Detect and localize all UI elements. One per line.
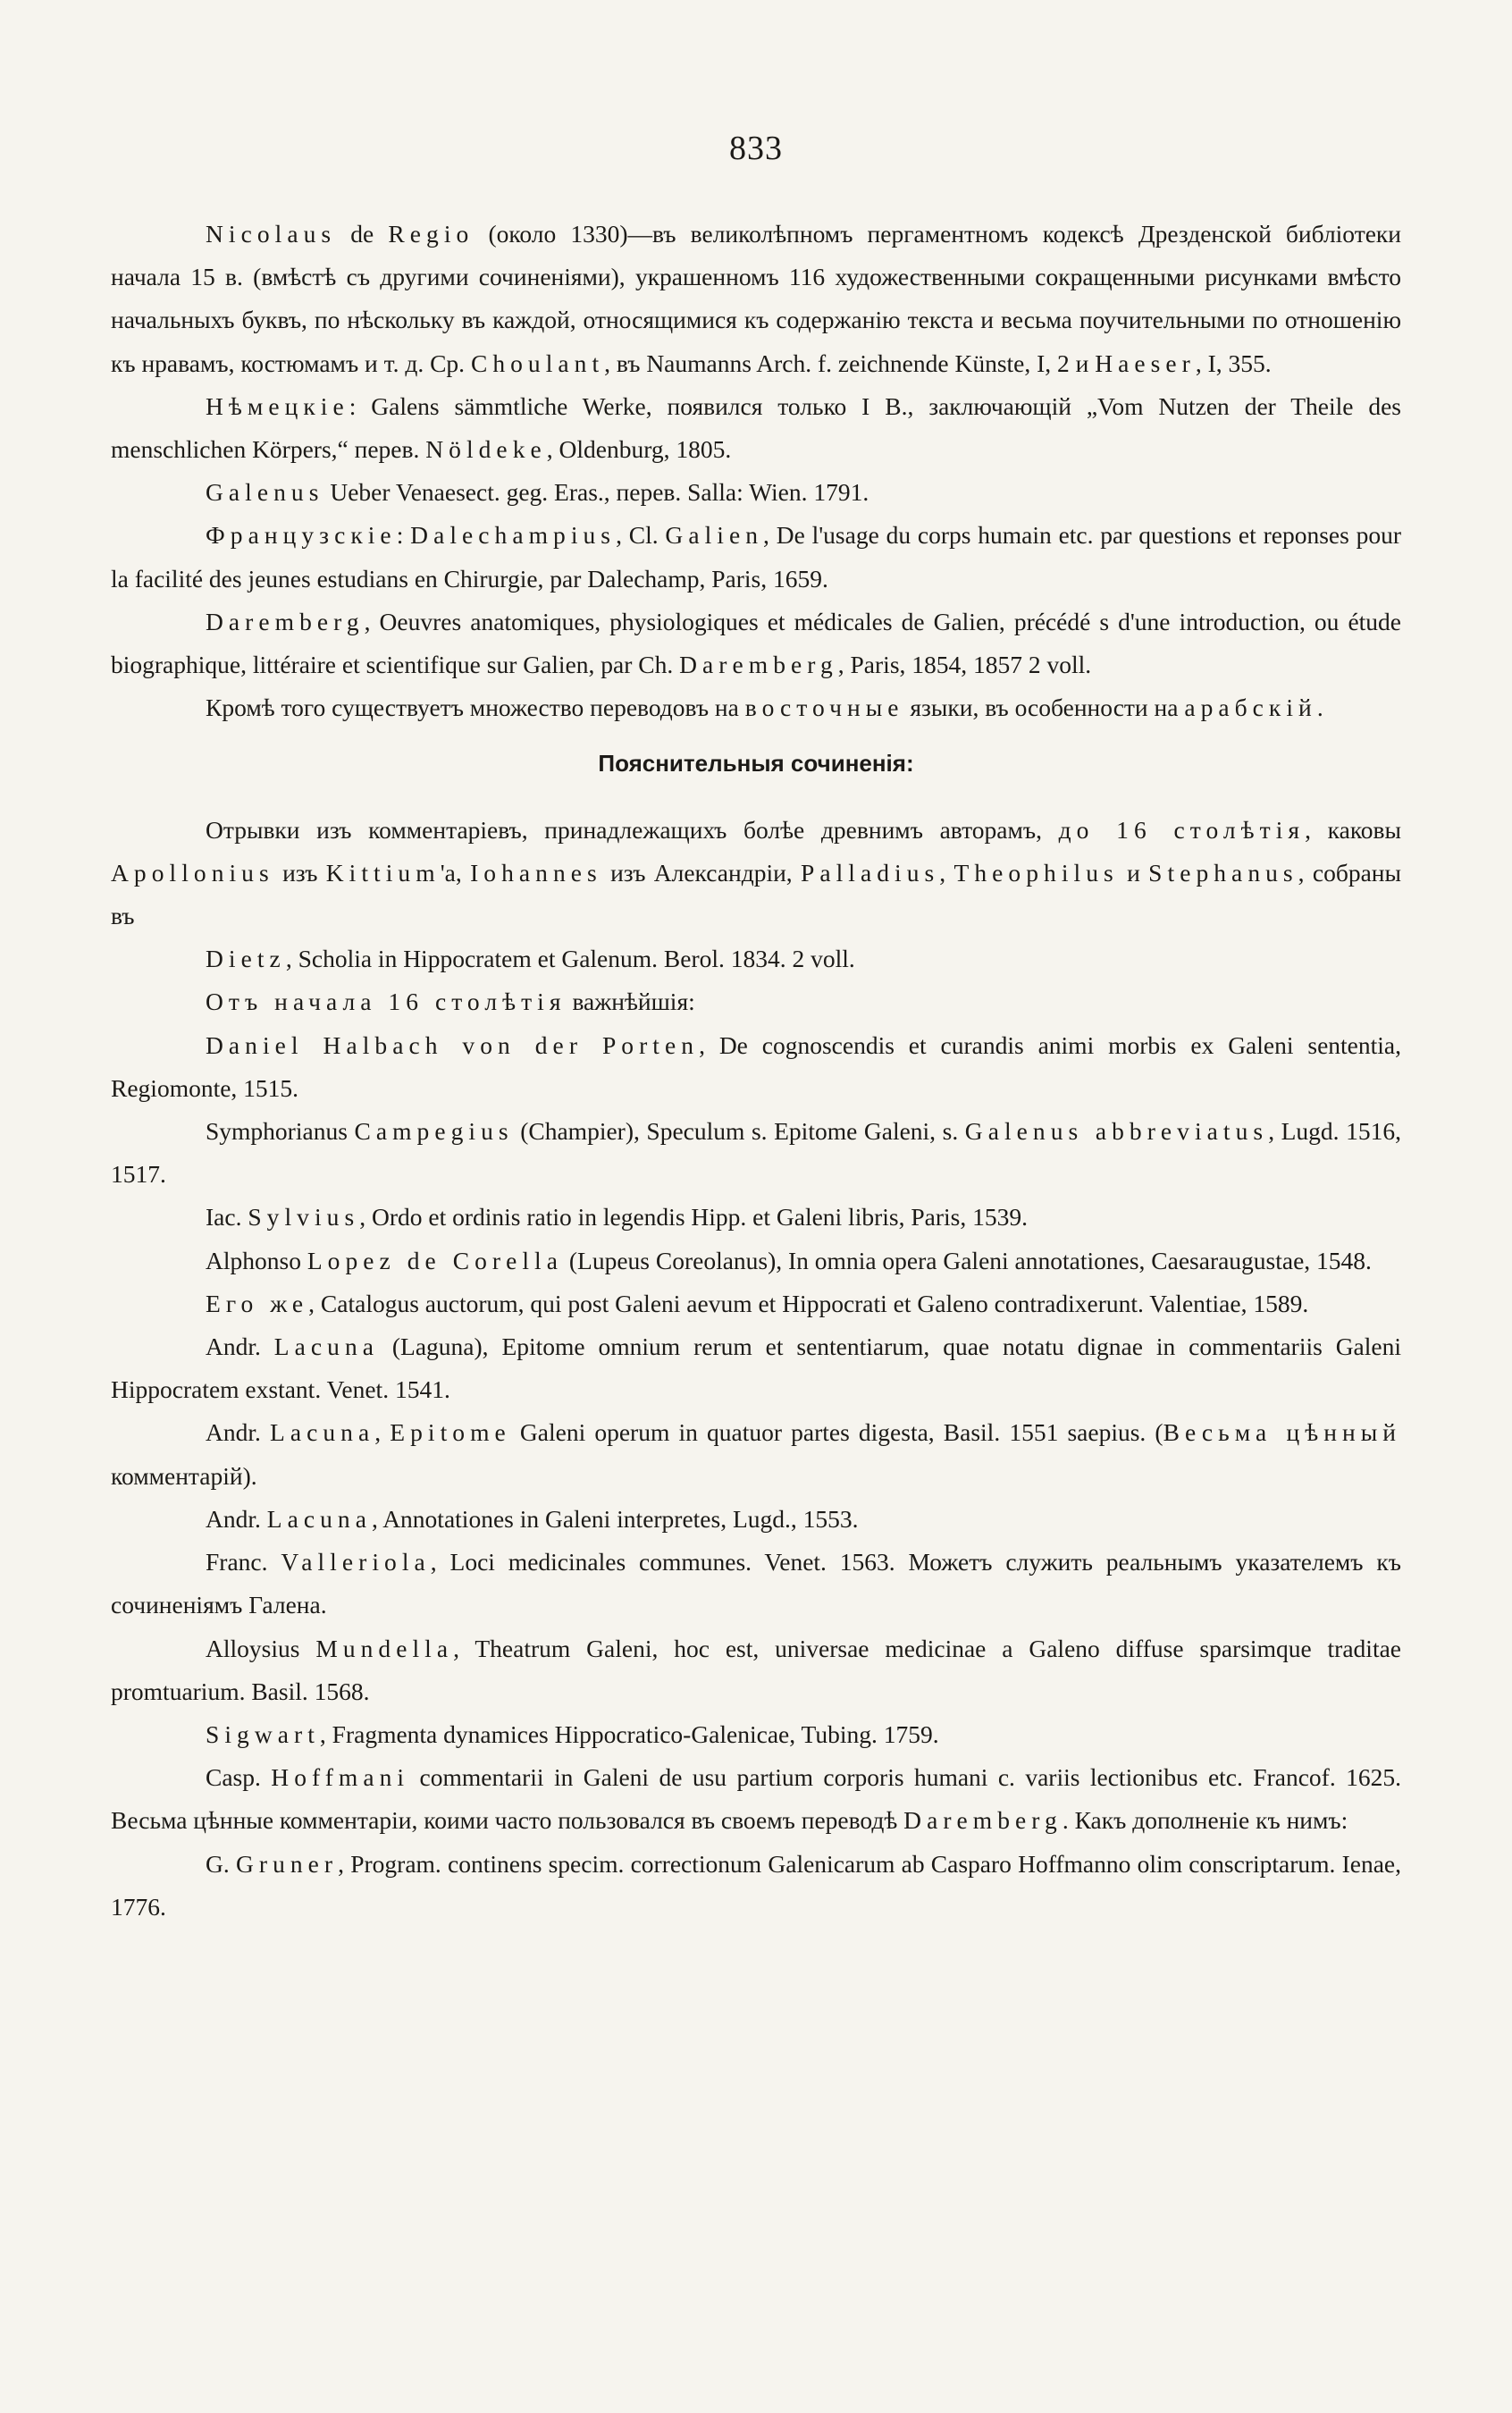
author-name: Campegius bbox=[354, 1117, 514, 1146]
page-text bbox=[111, 213, 1401, 1929]
section-heading: Пояснительныя сочиненія: bbox=[598, 750, 914, 778]
author-name: Dietz bbox=[206, 945, 286, 973]
paragraph: Casp. Hoffmani commentarii in Galeni de usu partium corporis humani c. variis lectionibus etc. Francof. 1625. Весьма цѣнные комментаріи, коими часто пользовался въ своемъ переводѣ Daremberg. Какъ дополненіе къ нимъ: bbox=[111, 1763, 1401, 1835]
section-label: Французскіе bbox=[206, 521, 397, 550]
author-name: Lopez de Corella bbox=[307, 1246, 563, 1274]
author-name: Regio bbox=[388, 220, 475, 248]
author-name: Haeser bbox=[1095, 349, 1196, 377]
emphasis: Отъ начала 16 столѣтія bbox=[206, 988, 567, 1016]
author-name: Lacuna bbox=[270, 1418, 375, 1447]
paragraph: Его же, Catalogus auctorum, qui post Galeni aevum et Hippocrati et Galeno contradixerunt. Valentiae, 1589. bbox=[206, 1289, 1309, 1317]
author-name: Galien bbox=[665, 521, 764, 550]
emphasis: Его же bbox=[206, 1289, 309, 1317]
author-name: Daremberg bbox=[679, 651, 838, 679]
place-name: Kittium bbox=[325, 858, 441, 887]
author-name: Daremberg bbox=[206, 607, 365, 635]
author-name: Gruner bbox=[235, 1849, 339, 1878]
author-name: Mundella bbox=[315, 1634, 454, 1662]
paragraph: Отъ начала 16 столѣтія важнѣйшія: bbox=[206, 988, 695, 1016]
author-name: Lacuna bbox=[266, 1504, 372, 1533]
paragraph: Sigwart, Fragmenta dynamices Hippocratico-Galenicae, Tubing. 1759. bbox=[206, 1719, 939, 1748]
title-emphasis: Galenus abbreviatus bbox=[964, 1117, 1269, 1146]
paragraph: Franc. Valleriola, Loci medicinales communes. Venet. 1563. Можетъ служить реальнымъ указателемъ къ сочиненіямъ Галена. bbox=[111, 1548, 1401, 1619]
author-name: Choulant bbox=[470, 349, 605, 377]
author-name: Valleriola bbox=[281, 1548, 431, 1576]
paragraph: Dietz, Scholia in Hippocratem et Galenum. Berol. 1834. 2 voll. bbox=[206, 945, 855, 973]
author-name: Galenus bbox=[206, 478, 324, 507]
emphasis: Весьма цѣнный bbox=[1163, 1418, 1402, 1447]
paragraph: Французскіе: Dalechampius, Cl. Galien, De l'usage du corps humain etc. par questions et reponses pour la facilité des jeunes estudians en Chirurgie, par Dalechamp, Paris, 1659. bbox=[111, 521, 1402, 593]
author-name: Iohannes bbox=[470, 858, 602, 887]
author-name: Stephanus bbox=[1148, 858, 1298, 887]
paragraph: Galenus Ueber Venaesect. geg. Eras., перев. Salla: Wien. 1791. bbox=[206, 478, 869, 507]
emphasis: до 16 столѣтія bbox=[1058, 815, 1306, 844]
paragraph: Andr. Lacuna (Laguna), Epitome omnium rerum et sententiarum, quae notatu dignae in commentariis Galeni Hippocratem exstant. Venet. 1541. bbox=[111, 1333, 1401, 1404]
paragraph: G. Gruner, Program. continens specim. correctionum Galenicarum ab Casparo Hoffmanno olim conscriptarum. Ienae, 1776. bbox=[111, 1849, 1401, 1921]
emphasis: восточные bbox=[744, 694, 904, 722]
paragraph: Iac. Sylvius, Ordo et ordinis ratio in legendis Hipp. et Galeni libris, Paris, 1539. bbox=[206, 1203, 1028, 1232]
paragraph: Nicolaus de Regio (около 1330)—въ великолѣпномъ пергаментномъ кодексѣ Дрезденской библіотеки начала 15 в. (вмѣстѣ съ другими сочиненіями), украшенномъ 116 художественными сокращенными рисунками вмѣсто начальныхъ буквъ, по нѣскольку въ каждой, относящимися къ содержанію текста и весьма поучительными по отношенію къ нравамъ, костюмамъ и т. д. Ср. Choulant, въ Naumanns Arch. f. zeichnende Künste, I, 2 и Haeser, I, 355. bbox=[111, 220, 1401, 377]
paragraph: Daremberg, Oeuvres anatomiques, physiologiques et médicales de Galien, précédé s d'une introduction, ou étude biographique, littéraire et scientifique sur Galien, par Ch. Daremberg, Paris, 1854, 1857 2 voll. bbox=[111, 607, 1401, 679]
author-name: Apollonius bbox=[111, 858, 274, 887]
paragraph: Daniel Halbach von der Porten, De cognoscendis et curandis animi morbis ex Galeni sententia, Regiomonte, 1515. bbox=[111, 1030, 1401, 1102]
author-name: Palladius bbox=[801, 858, 940, 887]
author-name: Sylvius bbox=[248, 1203, 360, 1232]
author-name: Hoffmani bbox=[271, 1763, 410, 1792]
section-label: Нѣмецкіе bbox=[206, 391, 349, 420]
emphasis: арабскій bbox=[1184, 694, 1317, 722]
author-name: Dalechampius bbox=[410, 521, 617, 550]
paragraph: Отрывки изъ комментаріевъ, принадлежащихъ болѣе древнимъ авторамъ, до 16 столѣтія, каковы Apollonius изъ Kittium'а, Iohannes изъ Александріи, Palladius, Theophilus и Stephanus, собраны въ bbox=[111, 815, 1401, 930]
paragraph: Symphorianus Campegius (Champier), Speculum s. Epitome Galeni, s. Galenus abbreviatus, Lugd. 1516, 1517. bbox=[111, 1117, 1401, 1189]
author-name: Daremberg bbox=[903, 1806, 1063, 1835]
paragraph: Andr. Lacuna, Epitome Galeni operum in quatuor partes digesta, Basil. 1551 saepius. (Весьма цѣнный комментарій). bbox=[111, 1418, 1402, 1490]
page-number: 833 bbox=[729, 130, 783, 167]
paragraph: Alloysius Mundella, Theatrum Galeni, hoc est, universae medicinae a Galeno diffuse sparsimque traditae promtuarium. Basil. 1568. bbox=[111, 1634, 1401, 1705]
author-name: Nicolaus bbox=[206, 220, 337, 248]
author-name: Nöldeke bbox=[425, 435, 547, 464]
author-name: Sigwart bbox=[206, 1719, 320, 1748]
paragraph: Нѣмецкіе: Galens sämmtliche Werke, появился только I B., заключающій „Vom Nutzen der Theile des menschlichen Körpers,“ перев. Nöldeke, Oldenburg, 1805. bbox=[111, 391, 1401, 464]
author-name: Lacuna bbox=[273, 1333, 379, 1361]
title-emphasis: Epitome bbox=[390, 1418, 511, 1447]
author-name: Daniel Halbach von der Porten bbox=[206, 1030, 700, 1059]
paragraph: Alphonso Lopez de Corella (Lupeus Coreolanus), In omnia opera Galeni annotationes, Caesaraugustae, 1548. bbox=[206, 1246, 1372, 1274]
paragraph: Andr. Lacuna, Annotationes in Galeni interpretes, Lugd., 1553. bbox=[206, 1504, 859, 1533]
author-name: Theophilus bbox=[953, 858, 1119, 887]
paragraph: Кромѣ того существуетъ множество переводовъ на восточные языки, въ особенности на арабскій. bbox=[206, 694, 1323, 722]
